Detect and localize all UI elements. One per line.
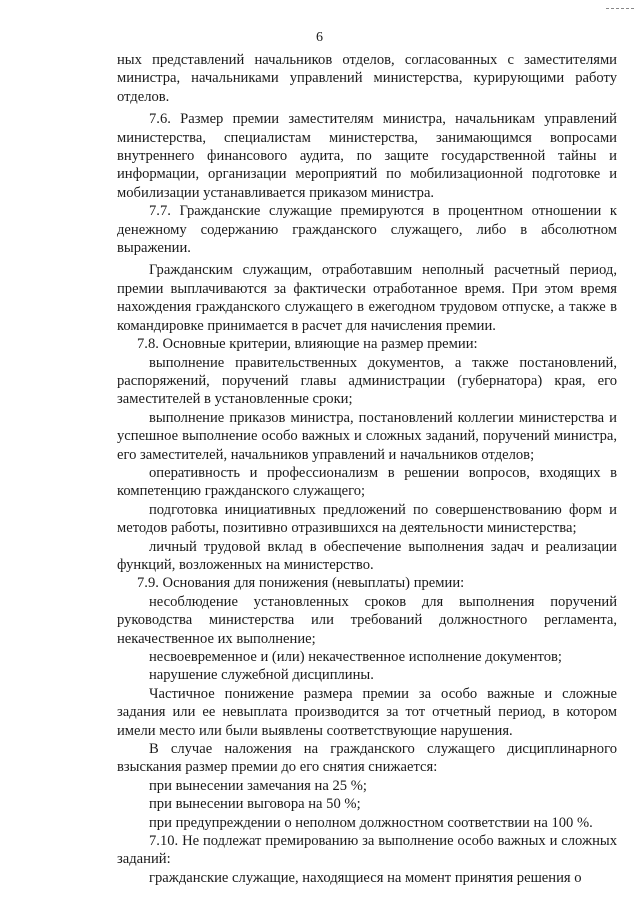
document-body xyxy=(117,51,617,887)
paragraph-disciplinary: В случае наложения на гражданского служащего дисциплинарного взыскания размер премии до его снятия снижается: xyxy=(117,741,617,776)
paragraph-7-9: 7.9. Основания для понижения (невыплаты) премии: xyxy=(137,575,465,592)
paragraph-7-8: 7.8. Основные критерии, влияющие на размер премии: xyxy=(137,336,478,353)
criterion-personal-contribution: личный трудовой вклад в обеспечение выполнения задач и реализации функций, возложенных на министерство. xyxy=(117,538,617,573)
paragraph-continuation: ных представлений начальников отделов, согласованных с заместителями министра, начальниками управлений министерства, курирующими работу отделов. xyxy=(117,52,617,105)
paragraph-7-6: 7.6. Размер премии заместителям министра, начальникам управлений министерства, специалистам министерства, занимающимся вопросами внутреннего финансового аудита, по защите государственной тайны и информации, организации мероприятий по мобилизационной подготовке и мобилизации устанавливается приказом министра. xyxy=(117,111,617,201)
reduction-warning: при предупреждении о неполном должностном соответствии на 100 %. xyxy=(149,814,593,831)
paragraph-exclusions: гражданские служащие, находящиеся на момент принятия решения о xyxy=(149,869,582,886)
reduction-remark: при вынесении замечания на 25 %; xyxy=(149,777,367,794)
paragraph-7-7: 7.7. Гражданские служащие премируются в процентном отношении к денежному содержанию гражданского служащего, либо в абсолютном выражении. xyxy=(117,203,617,257)
reduction-reprimand: при вынесении выговора на 50 %; xyxy=(149,796,361,813)
criterion-efficiency: оперативность и профессионализм в решении вопросов, входящих в компетенцию гражданского служащего; xyxy=(117,464,617,500)
reason-late-documents: несвоевременное и (или) некачественное исполнение документов; xyxy=(149,649,562,665)
reason-discipline-violation: нарушение служебной дисциплины. xyxy=(149,667,374,684)
paragraph-partial-reduction: Частичное понижение размера премии за особо важные и сложные задания или ее невыплата производится за тот отчетный период, в котором имели место или были выявлены соответствующие нарушения. xyxy=(117,685,617,739)
reason-missed-deadlines: несоблюдение установленных сроков для выполнения поручений руководства министерства или требований должностного регламента, некачественное их выполнение; xyxy=(117,593,617,647)
criterion-minister-orders: выполнение приказов министра, постановлений коллегии министерства и успешное выполнение особо важных и сложных заданий, поручений министра, его заместителей, начальников управлений и начальников отделов; xyxy=(117,409,617,463)
paragraph-7-10: 7.10. Не подлежат премированию за выполнение особо важных и сложных заданий: xyxy=(117,833,617,868)
page-number: 6 xyxy=(316,30,323,45)
paragraph-partial-period: Гражданским служащим, отработавшим неполный расчетный период, премии выплачиваются за фактически отработанное время. При этом время нахождения гражданского служащего в ежегодном трудовом отпуске, а также в командировке принимается в расчет для начисления премии. xyxy=(117,262,617,334)
criterion-government-documents: выполнение правительственных документов, а также постановлений, распоряжений, поручений главы администрации (губернатора) края, его заместителей в установленные сроки; xyxy=(117,354,617,408)
scan-corner-mark xyxy=(606,8,634,10)
criterion-initiatives: подготовка инициативных предложений по совершенствованию форм и методов работы, позитивно отразившихся на деятельности министерства; xyxy=(117,501,617,537)
